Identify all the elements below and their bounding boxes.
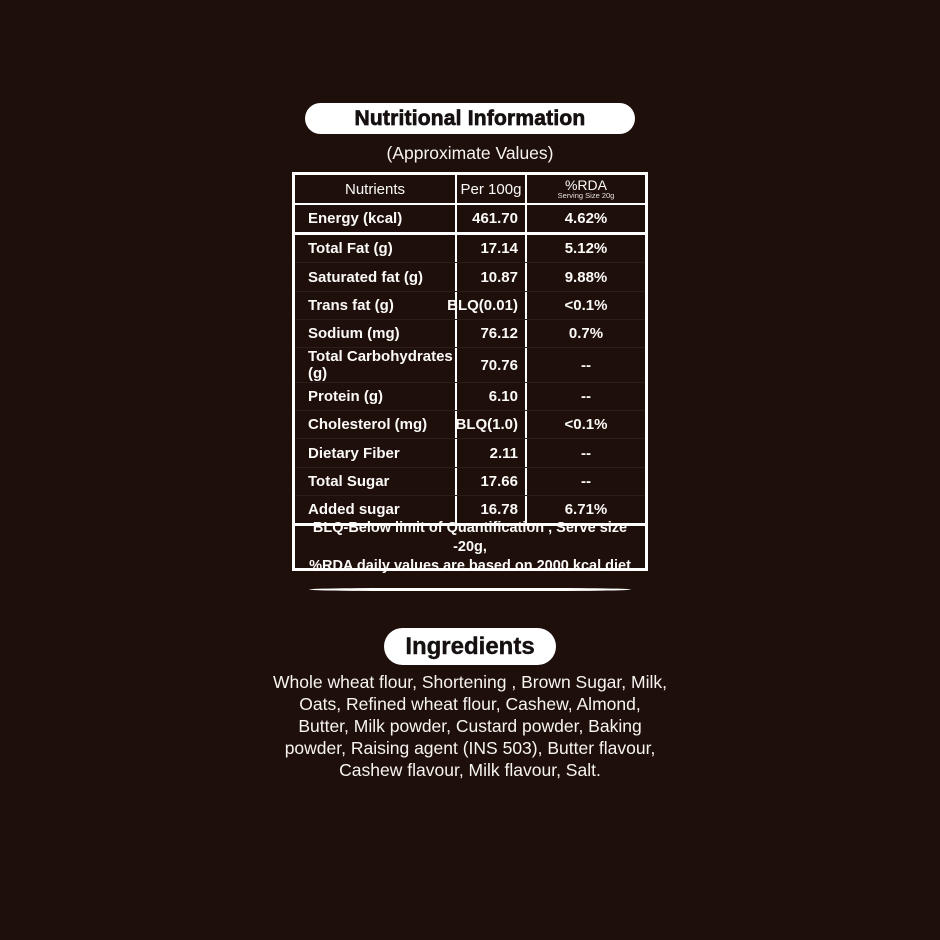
table-row	[295, 205, 645, 235]
per-100g-value: 76.12	[457, 320, 527, 347]
nutrient-label: Cholesterol (mg)	[295, 411, 457, 438]
rda-value: 0.7%	[568, 324, 604, 342]
table-row	[295, 348, 645, 383]
table-row	[295, 468, 645, 496]
nutrient-label: Saturated fat (g)	[295, 263, 457, 290]
nutrient-label: Total Fat (g)	[295, 235, 457, 262]
per-100g-value: 461.70	[457, 205, 527, 232]
per-100g-value: 10.87	[457, 263, 527, 290]
column-header-nutrients: Nutrients	[295, 175, 457, 203]
table-row	[295, 439, 645, 467]
rda-value: 4.62%	[564, 210, 608, 228]
rda-value: 5.12%	[564, 240, 608, 258]
ingredients-pill	[384, 628, 556, 665]
nutrient-label: Dietary Fiber	[295, 439, 457, 466]
nutrient-label: Protein (g)	[295, 383, 457, 410]
nutrient-label: Total Carbohydrates (g)	[295, 348, 457, 382]
column-header-rda	[527, 175, 645, 203]
table-footnote	[295, 519, 645, 574]
table-body	[295, 205, 645, 523]
rda-header-label: %RDA	[564, 176, 607, 193]
rda-value: <0.1%	[564, 416, 608, 434]
nutrient-label: Trans fat (g)	[295, 292, 457, 319]
per-100g-value: 17.66	[457, 468, 527, 495]
table-row	[295, 263, 645, 291]
nutrient-label: Sodium (mg)	[295, 320, 457, 347]
footnote-line-1: BLQ-Below limit of Quantification , Serve size -20g,	[312, 519, 628, 555]
per-100g-value: 2.11	[457, 439, 527, 466]
page-title: Nutritional Information	[354, 106, 586, 130]
ingredients-list: Whole wheat flour, Shortening , Brown Sugar, Milk, Oats, Refined wheat flour, Cashew, Almond, Butter, Milk powder, Custard powder, Baking powder, Raising agent (INS 503), Butter flavour, Cashew flavour, Milk flavour, Salt.	[273, 672, 667, 780]
per-100g-value: 70.76	[457, 348, 527, 382]
per-100g-value: 16.78	[457, 496, 527, 523]
nutrient-label: Added sugar	[295, 496, 457, 523]
table-row	[295, 411, 645, 439]
rda-value: <0.1%	[564, 296, 608, 314]
nutrition-table	[292, 172, 648, 574]
rda-value: --	[581, 472, 591, 490]
nutrient-label: Total Sugar	[295, 468, 457, 495]
subtitle-approximate-values: (Approximate Values)	[386, 143, 554, 163]
ingredients-title: Ingredients	[405, 632, 535, 660]
table-header-row	[295, 175, 645, 205]
table-row	[295, 383, 645, 411]
rda-value: 9.88%	[564, 268, 608, 286]
per-100g-value: 6.10	[457, 383, 527, 410]
rda-value: --	[581, 388, 591, 406]
rda-value: --	[581, 444, 591, 462]
footnote-line-2: %RDA daily values are based on 2000 kcal diet	[309, 557, 631, 574]
table-row	[295, 235, 645, 263]
divider-line	[309, 588, 631, 591]
table-row	[295, 292, 645, 320]
rda-value: --	[581, 356, 591, 374]
column-header-per-100g: Per 100g	[457, 175, 527, 203]
nutrient-label: Energy (kcal)	[295, 205, 457, 232]
nutritional-information-pill	[305, 103, 635, 134]
rda-value: 6.71%	[564, 500, 608, 518]
rda-serving-size-label: Serving Size 20g	[557, 190, 615, 200]
per-100g-value: BLQ(1.0)	[457, 411, 527, 438]
per-100g-value: BLQ(0.01)	[457, 292, 527, 319]
table-row	[295, 320, 645, 348]
per-100g-value: 17.14	[457, 235, 527, 262]
